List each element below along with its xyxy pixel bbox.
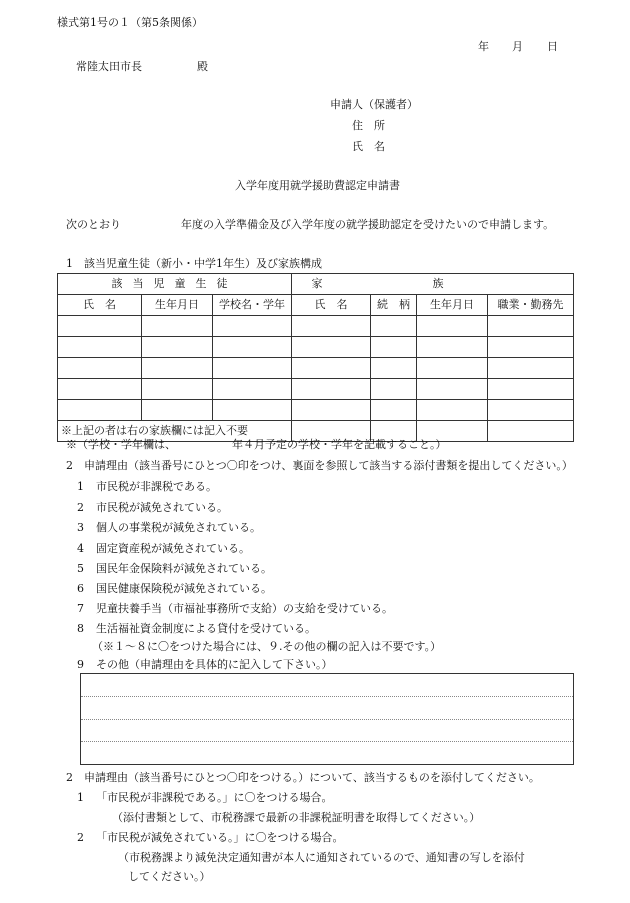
table-cell[interactable] <box>142 358 213 379</box>
date-month-label: 月 <box>512 40 523 53</box>
col-family-name: 氏 名 <box>292 295 371 316</box>
reason-number: 8 <box>77 622 84 635</box>
attachment-detail: （市税務課より減免決定通知書が本人に通知されているので、通知書の写しを添付 <box>118 851 525 864</box>
addressee: 常陸太田市長 <box>76 60 142 73</box>
table-cell[interactable] <box>371 337 417 358</box>
writing-line <box>81 696 573 697</box>
group-student-header: 該当児童生徒 <box>58 274 292 295</box>
table-cell[interactable] <box>142 337 213 358</box>
col-student-birthdate: 生年月日 <box>142 295 213 316</box>
reason-number: 2 <box>77 501 84 514</box>
table-cell[interactable] <box>417 400 488 421</box>
table-cell[interactable] <box>371 379 417 400</box>
table-row <box>58 316 574 337</box>
col-school-grade: 学校名・学年 <box>213 295 292 316</box>
table-row <box>58 400 574 421</box>
table-cell[interactable] <box>58 316 142 337</box>
table-cell[interactable] <box>58 379 142 400</box>
col-family-birthdate: 生年月日 <box>417 295 488 316</box>
table-cell[interactable] <box>292 358 371 379</box>
honorific: 殿 <box>197 60 208 73</box>
table-cell[interactable] <box>417 316 488 337</box>
intro-text: 年度の入学準備金及び入学年度の就学援助認定を受けたいので申請します。 <box>181 218 555 231</box>
table-cell[interactable] <box>292 316 371 337</box>
reason-text: 固定資産税が減免されている。 <box>96 542 250 555</box>
reason-number: 4 <box>77 542 84 555</box>
applicant-label: 申請人（保護者） <box>330 98 418 111</box>
table-cell[interactable] <box>292 400 371 421</box>
table-cell[interactable] <box>417 379 488 400</box>
reason-text: 国民健康保険税が減免されている。 <box>96 582 272 595</box>
table-cell[interactable] <box>488 400 574 421</box>
family-table <box>57 273 574 442</box>
table-cell[interactable] <box>417 337 488 358</box>
table-cell[interactable] <box>488 316 574 337</box>
table-cell[interactable] <box>371 358 417 379</box>
reason-number: 5 <box>77 562 84 575</box>
col-occupation: 職業・勤務先 <box>488 295 574 316</box>
col-relationship: 続 柄 <box>371 295 417 316</box>
table-cell[interactable] <box>213 400 292 421</box>
attachments-heading: 2 申請理由（該当番号にひとつ〇印をつける。）について、該当するものを添付してください。 <box>66 771 540 784</box>
table-cell[interactable] <box>371 316 417 337</box>
col-student-name: 氏 名 <box>58 295 142 316</box>
group-family-header: 家族 <box>292 274 574 295</box>
date-day-label: 日 <box>547 40 558 53</box>
reasons-note: （※１～８に〇をつけた場合には、９.その他の欄の記入は不要です。） <box>92 640 442 653</box>
form-number: 様式第1号の１（第5条関係） <box>57 16 203 29</box>
table-cell[interactable] <box>58 337 142 358</box>
table-row <box>58 358 574 379</box>
reason-number: 6 <box>77 582 84 595</box>
table-cell[interactable] <box>213 316 292 337</box>
other-text: その他（申請理由を具体的に記入して下さい。） <box>96 658 333 671</box>
attachment-detail: （添付書類として、市税務課で最新の非課税証明書を取得してください。） <box>112 811 481 824</box>
table-cell[interactable] <box>292 337 371 358</box>
table-row <box>58 337 574 358</box>
attachment-number: 2 <box>77 831 84 844</box>
reason-number: 7 <box>77 602 84 615</box>
writing-line <box>81 719 573 720</box>
reason-text: 市民税が非課税である。 <box>96 480 217 493</box>
reason-text: 児童扶養手当（市福祉事務所で支給）の支給を受けている。 <box>96 602 393 615</box>
applicant-name-label: 氏 名 <box>352 140 385 153</box>
reason-text: 個人の事業税が減免されている。 <box>96 521 261 534</box>
table-cell[interactable] <box>142 316 213 337</box>
table-cell[interactable] <box>213 379 292 400</box>
attachment-detail-cont: してください。） <box>128 870 211 883</box>
table-row <box>58 379 574 400</box>
reason-text: 生活福祉資金制度による貸付を受けている。 <box>96 622 316 635</box>
table-cell[interactable] <box>213 358 292 379</box>
intro-lead: 次のとおり <box>66 218 121 231</box>
other-reason-textarea[interactable] <box>80 673 574 765</box>
table-cell[interactable] <box>488 337 574 358</box>
table-cell[interactable] <box>213 337 292 358</box>
table-cell[interactable] <box>488 358 574 379</box>
section2-heading: 2 申請理由（該当番号にひとつ〇印をつけ、裏面を参照して該当する添付書類を提出してください。） <box>66 459 573 472</box>
section1-heading: 1 該当児童生徒（新小・中学1年生）及び家族構成 <box>66 257 322 270</box>
table-cell[interactable] <box>488 379 574 400</box>
table-cell[interactable] <box>58 400 142 421</box>
table-cell[interactable] <box>142 400 213 421</box>
table-cell[interactable] <box>488 421 574 442</box>
document-title: 入学年度用就学援助費認定申請書 <box>235 179 400 192</box>
table-group-header-row <box>58 274 574 295</box>
reason-text: 国民年金保険料が減免されている。 <box>96 562 272 575</box>
table-cell[interactable] <box>371 400 417 421</box>
address-label: 住 所 <box>352 119 385 132</box>
table-column-header-row <box>58 295 574 316</box>
date-year-label: 年 <box>478 40 489 53</box>
school-note-b: 年４月予定の学校・学年を記載すること。） <box>232 438 447 451</box>
table-cell[interactable] <box>58 358 142 379</box>
attachment-text: 「市民税が減免されている。」に〇をつける場合。 <box>96 831 344 844</box>
other-number: 9 <box>77 658 84 671</box>
reason-number: 1 <box>77 480 84 493</box>
school-note-a: ※（学校・学年欄は、 <box>66 438 176 451</box>
table-cell[interactable] <box>417 358 488 379</box>
attachment-text: 「市民税が非課税である。」に〇をつける場合。 <box>96 791 333 804</box>
reason-number: 3 <box>77 521 84 534</box>
table-cell[interactable] <box>142 379 213 400</box>
writing-line <box>81 741 573 742</box>
attachment-number: 1 <box>77 791 84 804</box>
table-cell[interactable] <box>292 379 371 400</box>
reason-text: 市民税が減免されている。 <box>96 501 228 514</box>
table-note: ※上記の者は右の家族欄には記入不要 <box>58 421 292 442</box>
